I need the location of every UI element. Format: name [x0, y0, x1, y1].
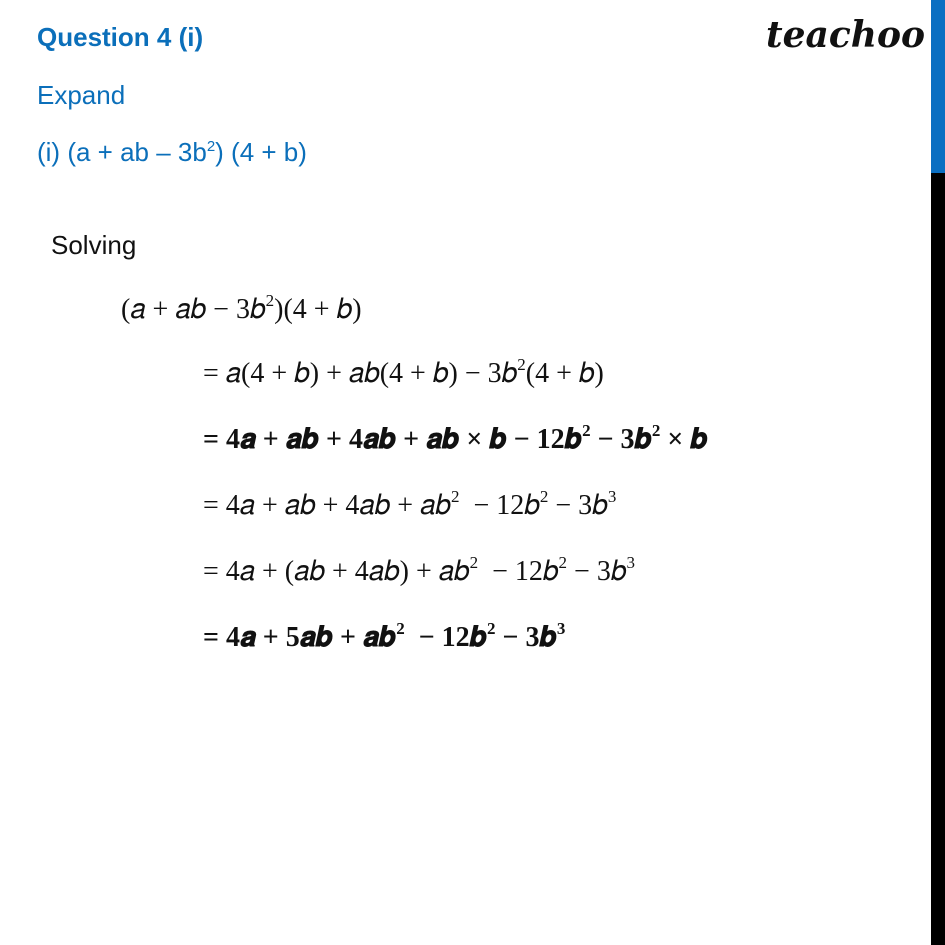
teachoo-logo: teachoo	[766, 14, 925, 56]
step-text: − 3𝒃	[495, 622, 557, 653]
step-text: − 3𝒃	[590, 424, 652, 455]
step-text: (𝑎 + 𝑎𝑏 − 3𝑏	[121, 294, 266, 325]
step-exp: 2	[265, 291, 275, 310]
step-text: )(4 + 𝑏)	[274, 294, 362, 325]
step-text: = 4𝒂 + 𝒂𝒃 + 4𝒂𝒃 + 𝒂𝒃 × 𝒃 − 12𝒃	[203, 424, 583, 455]
step-text: − 3𝑏	[548, 490, 608, 521]
step-text: − 3𝑏	[567, 556, 627, 587]
solution-heading: Solving	[51, 230, 137, 260]
side-accent-bar	[931, 0, 945, 173]
step-text: = 4𝑎 + (𝑎𝑏 + 4𝑎𝑏) + 𝑎𝑏	[203, 556, 470, 587]
step-exp: 3	[626, 553, 635, 572]
step-text: (4 + 𝑏)	[525, 358, 604, 389]
side-dark-bar	[931, 173, 945, 945]
step-exp: 2	[582, 421, 591, 440]
step-text: − 12𝑏	[459, 490, 540, 521]
question-expression	[37, 137, 307, 168]
step-exp: 2	[558, 553, 568, 572]
solution-final-answer	[203, 619, 566, 654]
step-exp: 2	[450, 487, 460, 506]
step-exp: 2	[517, 355, 526, 374]
solution-step-1	[203, 355, 604, 390]
step-exp: 3	[556, 619, 566, 638]
step-exp: 2	[539, 487, 549, 506]
expr-sup: 2	[206, 138, 216, 155]
step-exp: 2	[469, 553, 479, 572]
step-exp: 2	[396, 619, 405, 638]
question-title: Question 4 (i)	[37, 22, 204, 52]
step-text: = 4𝑎 + 𝑎𝑏 + 4𝑎𝑏 + 𝑎𝑏	[203, 490, 451, 521]
expr-prefix: (i) (a + ab – 3b	[37, 137, 207, 167]
step-exp: 2	[651, 421, 661, 440]
solution-step-4	[203, 553, 635, 588]
solution-step-3	[203, 487, 617, 522]
step-exp: 2	[487, 619, 496, 638]
step-exp: 3	[607, 487, 617, 506]
solution-step-0	[121, 291, 362, 326]
question-instruction: Expand	[37, 80, 126, 110]
step-text: = 𝑎(4 + 𝑏) + 𝑎𝑏(4 + 𝑏) − 3𝑏	[203, 358, 518, 389]
step-text: − 12𝑏	[478, 556, 559, 587]
step-text: − 12𝒃	[404, 622, 488, 653]
step-text: = 4𝒂 + 5𝒂𝒃 + 𝒂𝒃	[203, 622, 397, 653]
solution-step-2	[203, 421, 708, 456]
step-text: × 𝒃	[660, 424, 708, 455]
expr-suffix: ) (4 + b)	[215, 137, 307, 167]
